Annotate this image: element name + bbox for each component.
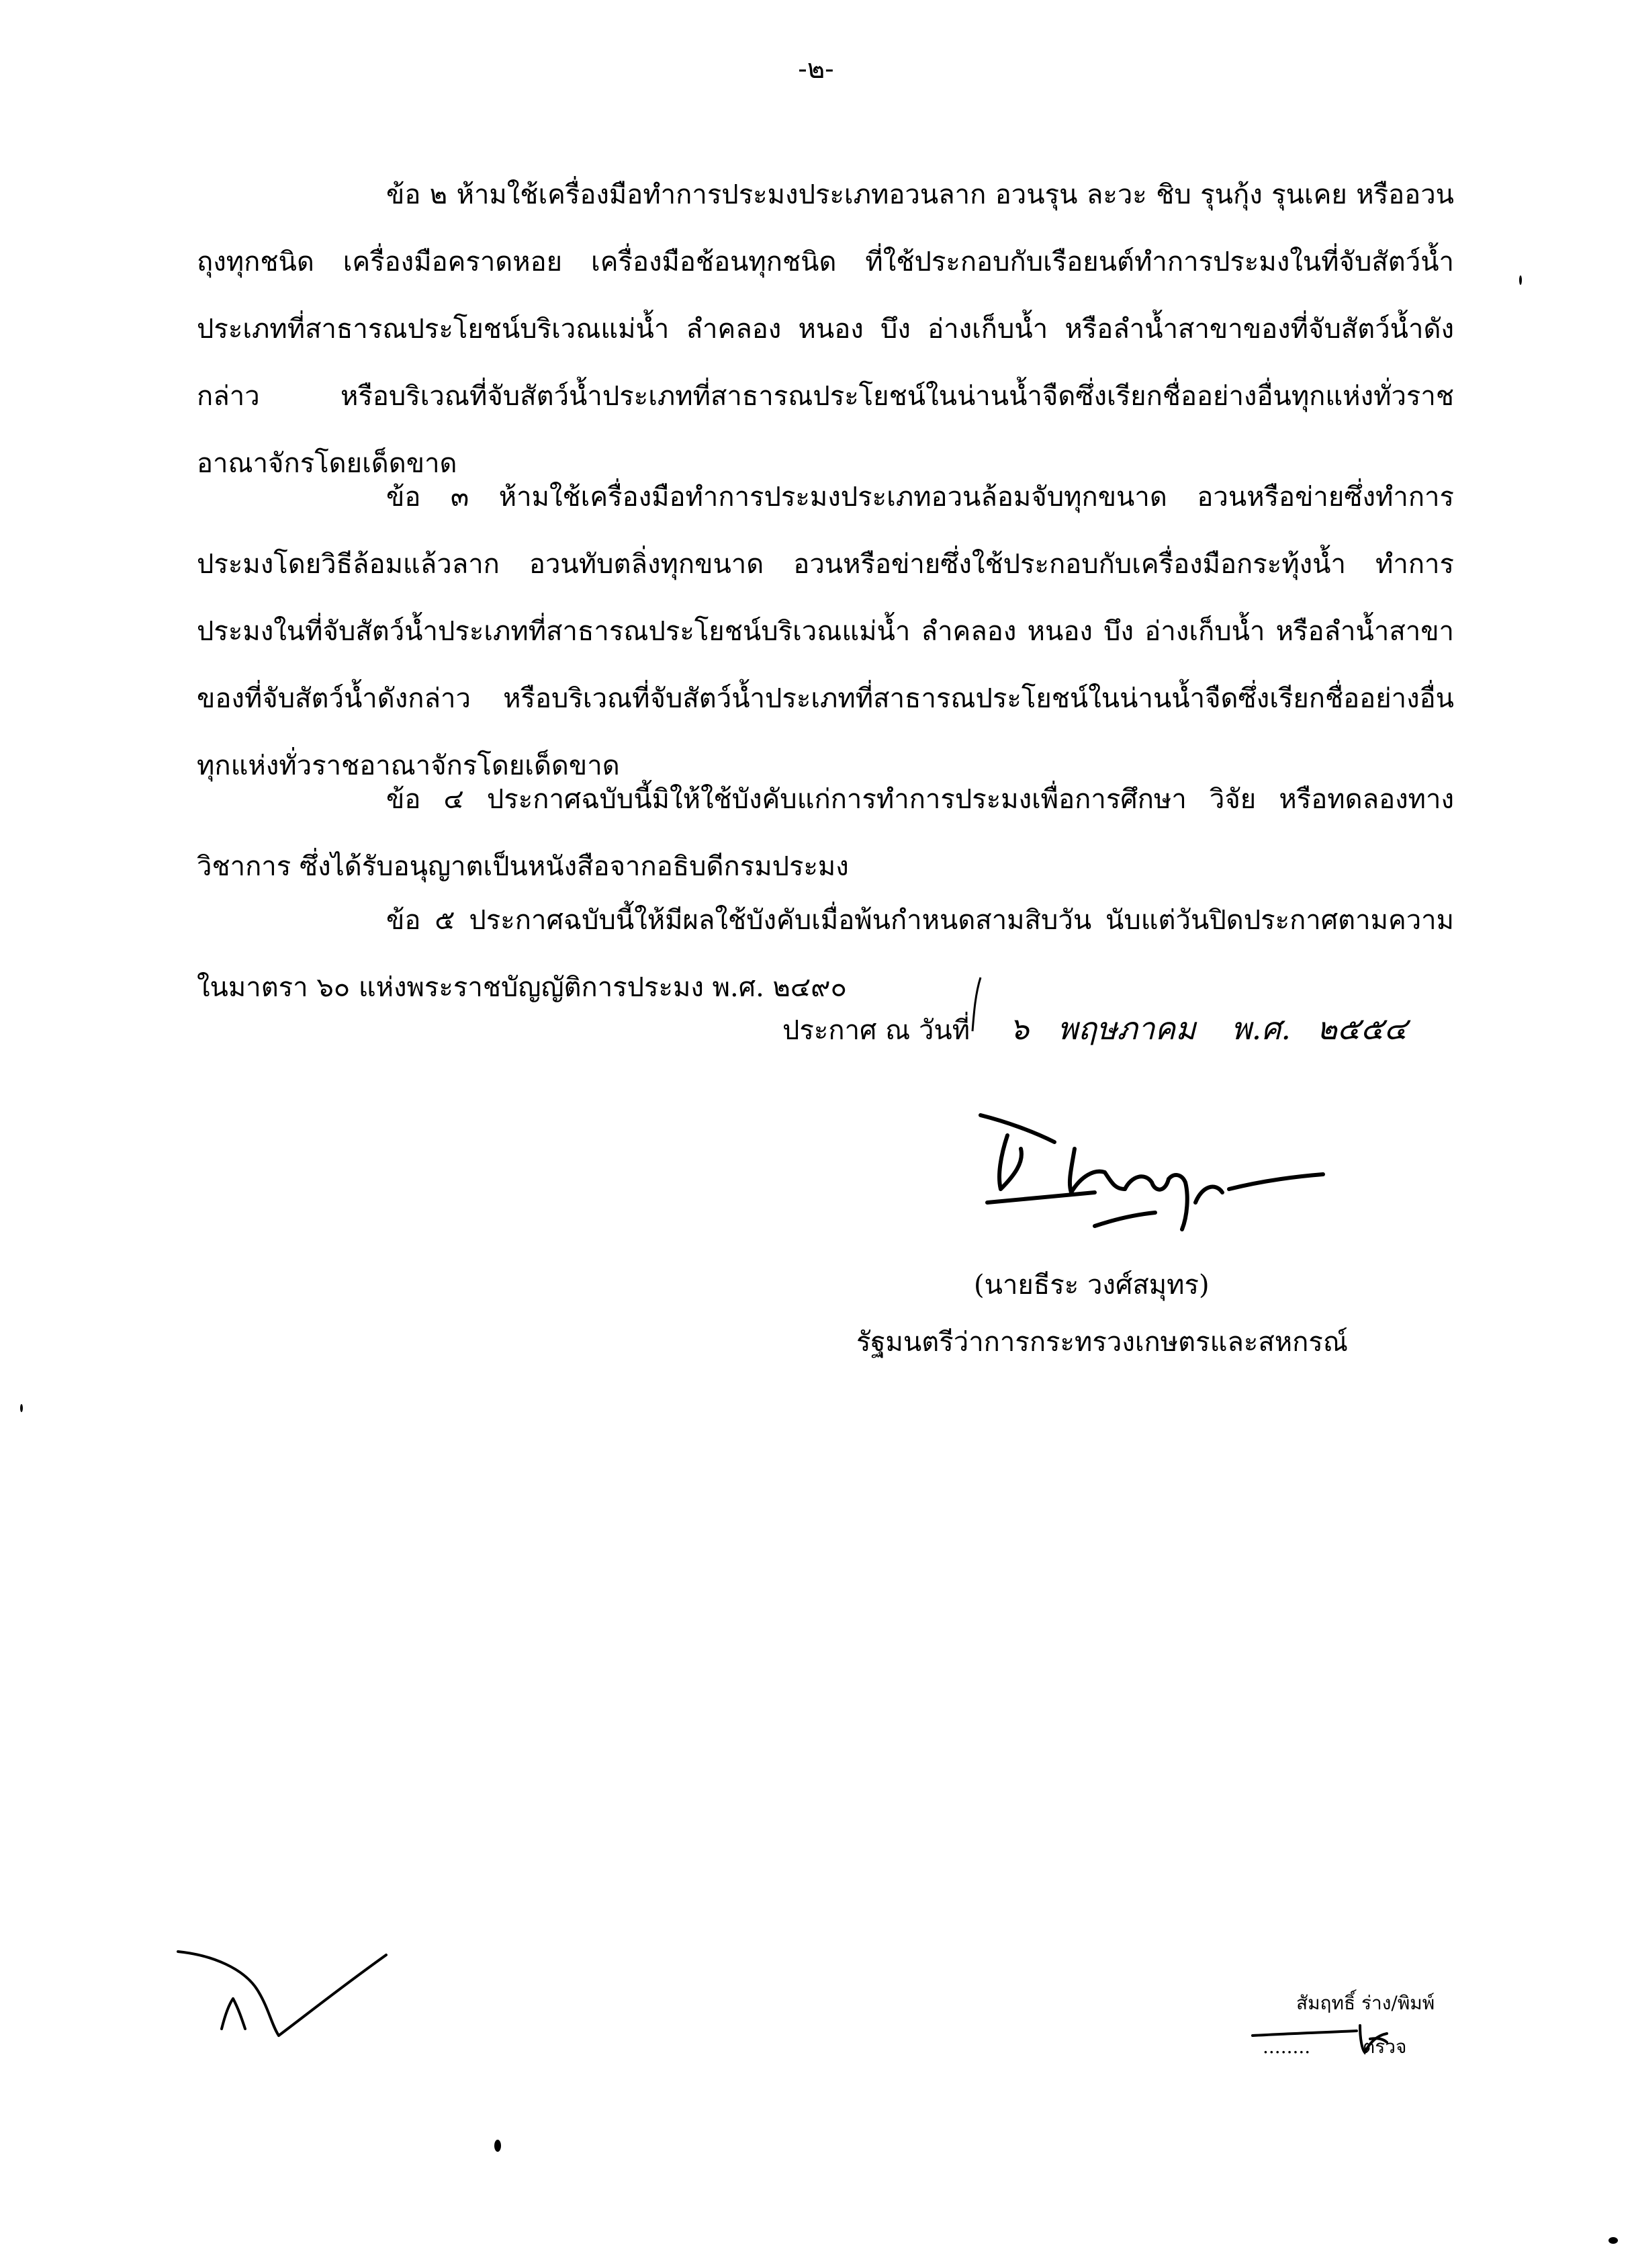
footer-checker-dots: ........ (1263, 2036, 1311, 2058)
announcement-date (782, 1004, 1461, 1053)
announcement-prefix: ประกาศ ณ วันที่ (782, 1015, 970, 1046)
clause-2: ข้อ ๒ ห้ามใช้เครื่องมือทำการประมงประเภทอวนลาก อวนรุน ละวะ ชิบ รุนกุ้ง รุนเคย หรืออวนถุงทุกชนิด เครื่องมือคราดหอย เครื่องมือช้อนทุกชนิด ที่ใช้ประกอบกับเรือยนต์ทำการประมงในที่จับสัตว์น้ำประเภทที่สาธารณประโยชน์บริเวณแม่น้ำ ลำคลอง หนอง บึง อ่างเก็บน้ำ หรือลำน้ำสาขาของที่จับสัตว์น้ำดังกล่าว หรือบริเวณที่จับสัตว์น้ำประเภทที่สาธารณประโยชน์ในน่านน้ำจืดซึ่งเรียกชื่ออย่างอื่นทุกแห่งทั่วราชอาณาจักรโดยเด็ดขาด (197, 179, 1454, 479)
announcement-day: ๖ (1009, 1010, 1030, 1047)
signer-title: รัฐมนตรีว่าการกระทรวงเกษตรและสหกรณ์ (856, 1327, 1348, 1358)
footer-checker-label: ตรวจ (1363, 2036, 1407, 2058)
signer-name: (นายธีระ วงศ์สมุทร) (974, 1270, 1210, 1301)
clause-3: ข้อ ๓ ห้ามใช้เครื่องมือทำการประมงประเภทอวนล้อมจับทุกขนาด อวนหรือข่ายซึ่งทำการประมงโดยวิธีล้อมแล้วลาก อวนทับตลิ่งทุกขนาด อวนหรือข่ายซึ่งใช้ประกอบกับเครื่องมือกระทุ้งน้ำ ทำการประมงในที่จับสัตว์น้ำประเภทที่สาธารณประโยชน์บริเวณแม่น้ำ ลำคลอง หนอง บึง อ่างเก็บน้ำ หรือลำน้ำสาขาของที่จับสัตว์น้ำดังกล่าว หรือบริเวณที่จับสัตว์น้ำประเภทที่สาธารณประโยชน์ในน่านน้ำจืดซึ่งเรียกชื่ออย่างอื่นทุกแห่งทั่วราชอาณาจักรโดยเด็ดขาด (197, 482, 1455, 781)
clause-4: ข้อ ๔ ประกาศฉบับนี้มิให้ใช้บังคับแก่การทำการประมงเพื่อการศึกษา วิจัย หรือทดลองทางวิชาการ ซึ่งได้รับอนุญาตเป็นหนังสือจากอธิบดีกรมประมง (197, 784, 1454, 882)
initial-mark-icon (171, 1942, 393, 2042)
announcement-year: ๒๕๕๔ (1316, 1010, 1408, 1047)
date-tick-mark (967, 974, 987, 1035)
announcement-month: พฤษภาคม (1057, 1010, 1196, 1047)
footer-drafter: สัมฤทธิ์ ร่าง/พิมพ์ (1296, 1992, 1435, 2014)
clause-5: ข้อ ๕ ประกาศฉบับนี้ให้มีผลใช้บังคับเมื่อพ้นกำหนดสามสิบวัน นับแต่วันปิดประกาศตามความในมาตรา ๖๐ แห่งพระราชบัญญัติการประมง พ.ศ. ๒๔๙๐ (197, 905, 1454, 1003)
scan-speck (20, 1404, 23, 1412)
checker-initial-icon (1249, 2019, 1424, 2059)
page-number: -๒- (798, 54, 834, 85)
scan-speck (1608, 2237, 1618, 2244)
announcement-era: พ.ศ. (1231, 1010, 1291, 1047)
minister-signature-icon (960, 1102, 1336, 1250)
scan-speck (1519, 275, 1522, 285)
scan-speck (494, 2140, 501, 2152)
